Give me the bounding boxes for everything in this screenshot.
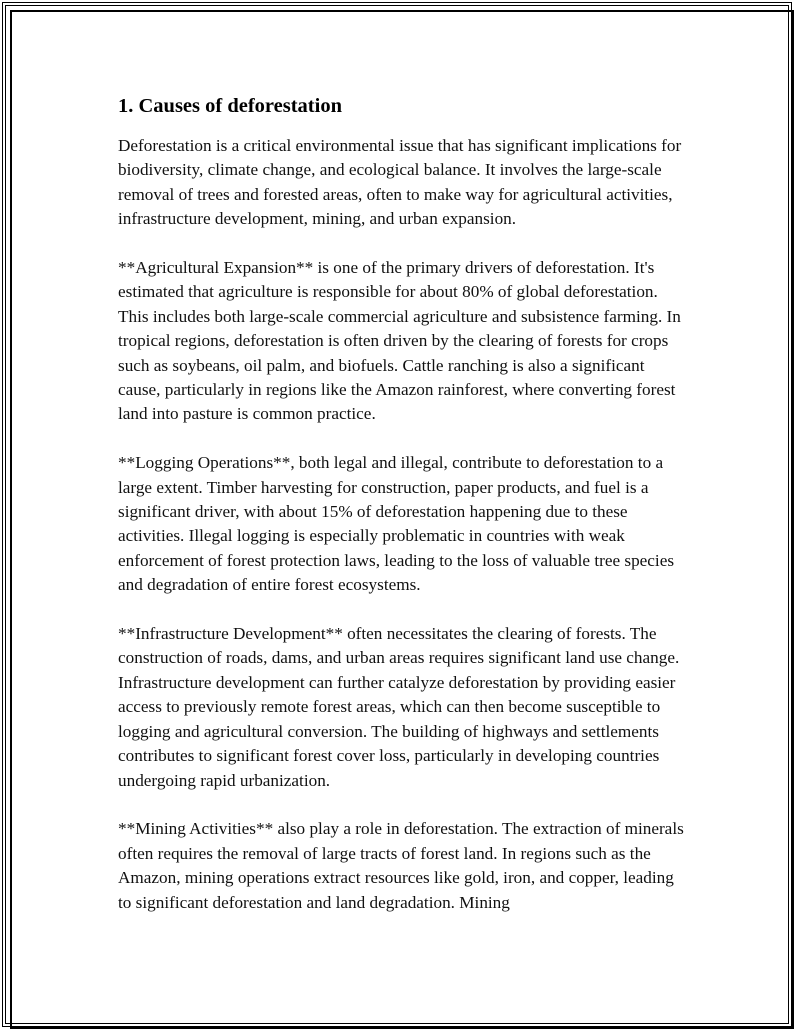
paragraph-logging-operations: **Logging Operations**, both legal and illegal, contribute to deforestation to a large extent. Timber harvesting for construction, paper products, and fuel is a significant driver, with about 15% of deforestation happening due to these activities. Illegal logging is especially problematic in countries with weak enforcement of forest protection laws, leading to the loss of valuable tree species and degradation of entire forest ecosystems. [118, 453, 675, 595]
paragraph-intro: Deforestation is a critical environmental issue that has significant implications for biodiversity, climate change, and ecological balance. It involves the large-scale removal of trees and forested areas, often to make way for agricultural activities, infrastructure development, mining, and urban expansion. [118, 136, 682, 229]
paragraph-infrastructure-development: **Infrastructure Development** often necessitates the clearing of forests. The construction of roads, dams, and urban areas requires significant land use change. Infrastructure development can further catalyze deforestation by providing easier access to previously remote forest areas, which can then become susceptible to logging and agricultural conversion. The building of highways and settlements contributes to significant forest cover loss, particularly in developing countries undergoing rapid urbanization. [118, 624, 680, 790]
section-heading: 1. Causes of deforestation [118, 95, 342, 117]
paragraph-agricultural-expansion: **Agricultural Expansion** is one of the primary drivers of deforestation. It's estimated that agriculture is responsible for about 80% of global deforestation. This includes both large-scale commercial agriculture and subsistence farming. In tropical regions, deforestation is often driven by the clearing of forests for crops such as soybeans, oil palm, and biofuels. Cattle ranching is also a significant cause, particularly in regions like the Amazon rainforest, where converting forest land into pasture is common practice. [118, 258, 681, 424]
paragraph-mining-activities: **Mining Activities** also play a role in deforestation. The extraction of minerals often requires the removal of large tracts of forest land. In regions such as the Amazon, mining operations extract resources like gold, iron, and copper, leading to significant deforestation and land degradation. Mining [118, 819, 684, 912]
document-body [118, 92, 690, 939]
